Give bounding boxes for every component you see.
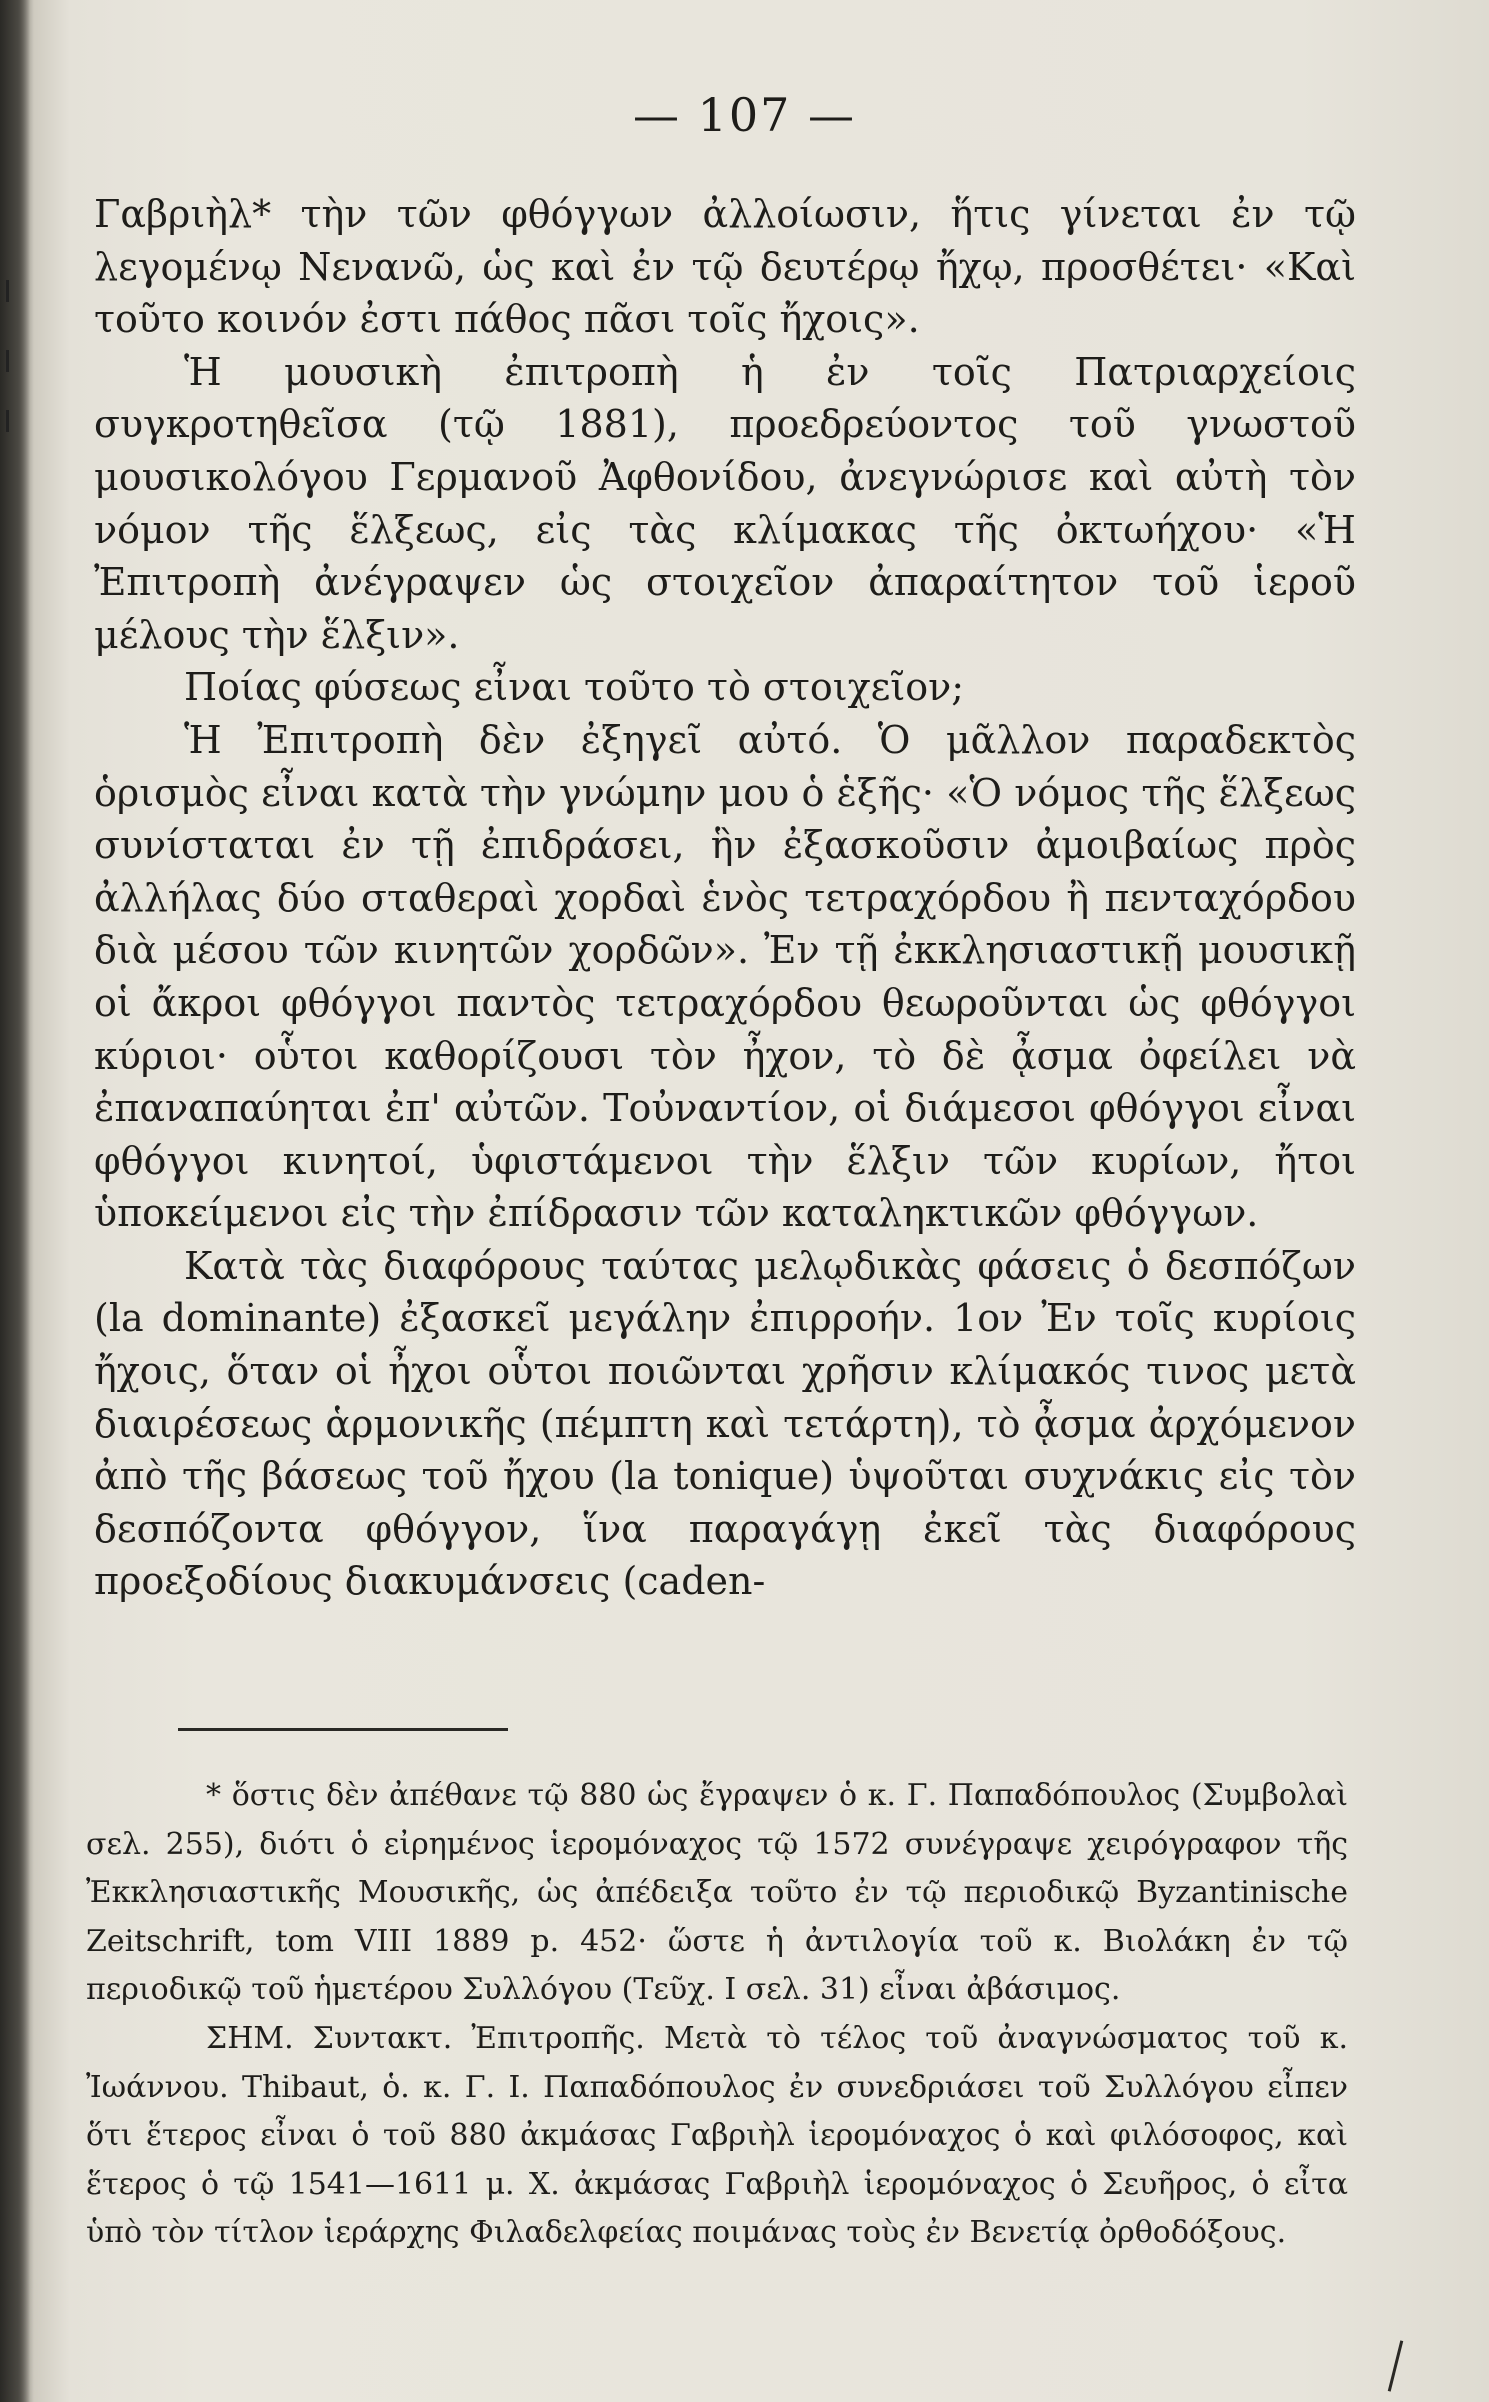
main-text <box>94 188 1356 1608</box>
paragraph: Κατὰ τὰς διαφόρους ταύτας μελῳδικὰς φάσεις ὁ δεσπόζων (la dominante) ἐξασκεῖ μεγάλην ἐπιρροήν. 1ον Ἐν τοῖς κυρίοις ἤχοις, ὅταν οἱ ἦχοι οὗτοι ποιῶνται χρῆσιν κλίμακός τινος μετὰ διαιρέσεως ἁρμονικῆς (πέμπτη καὶ τετάρτη), τὸ ᾆσμα ἀρχόμενον ἀπὸ τῆς βάσεως τοῦ ἤχου (la tonique) ὑψοῦται συχνάκις εἰς τὸν δεσπόζοντα φθόγγον, ἵνα παραγάγῃ ἐκεῖ τὰς διαφόρους προεξοδίους διακυμάνσεις (caden- <box>94 1243 1356 1604</box>
footnotes <box>86 1772 1348 2258</box>
paragraph: Ἡ Ἐπιτροπὴ δὲν ἐξηγεῖ αὐτό. Ὁ μᾶλλον παραδεκτὸς ὁρισμὸς εἶναι κατὰ τὴν γνώμην μου ὁ ἑξῆς· «Ὁ νόμος τῆς ἕλξεως συνίσταται ἐν τῇ ἐπιδράσει, ἣν ἐξασκοῦσιν ἀμοιβαίως πρὸς ἀλλήλας δύο σταθεραὶ χορδαὶ ἑνὸς τετραχόρδου ἢ πενταχόρδου διὰ μέσου τῶν κινητῶν χορδῶν». Ἐν τῇ ἐκκλησιαστικῇ μουσικῇ οἱ ἄκροι φθόγγοι παντὸς τετραχόρδου θεωροῦνται ὡς φθόγγοι κύριοι· οὗτοι καθορίζουσι τὸν ἦχον, τὸ δὲ ᾆσμα ὀφείλει νὰ ἐπαναπαύηται ἐπ' αὐτῶν. Τοὐναντίον, οἱ διάμεσοι φθόγγοι εἶναι φθόγγοι κινητοί, ὑφιστάμενοι τὴν ἕλξιν τῶν κυρίων, ἤτοι ὑποκείμενοι εἰς τὴν ἐπίδρασιν τῶν καταληκτικῶν φθόγγων. <box>94 717 1356 1236</box>
paragraph: Γαβριὴλ* τὴν τῶν φθόγγων ἀλλοίωσιν, ἥτις γίνεται ἐν τῷ λεγομένῳ Νενανῶ, ὡς καὶ ἐν τῷ δευτέρῳ ἤχῳ, προσθέτει· «Καὶ τοῦτο κοινόν ἐστι πάθος πᾶσι τοῖς ἤχοις». <box>94 192 1356 342</box>
book-binding-edge <box>0 0 30 2402</box>
footnote-rule <box>178 1728 508 1731</box>
pencil-mark <box>1388 2340 1403 2391</box>
paragraph: Ἡ μουσικὴ ἐπιτροπὴ ἡ ἐν τοῖς Πατριαρχείοις συγκροτηθεῖσα (τῷ 1881), προεδρεύοντος τοῦ γνωστοῦ μουσικολόγου Γερμανοῦ Ἀφθονίδου, ἀνεγνώρισε καὶ αὐτὴ τὸν νόμον τῆς ἕλξεως, εἰς τὰς κλίμακας τῆς ὀκτωήχου· «Ἡ Ἐπιτροπὴ ἀνέγραψεν ὡς στοιχεῖον ἀπαραίτητον τοῦ ἱεροῦ μέλους τὴν ἕλξιν». <box>94 349 1356 657</box>
page-number: — 107 — <box>632 88 857 142</box>
margin-mark <box>6 280 9 302</box>
paragraph: Ποίας φύσεως εἶναι τοῦτο τὸ στοιχεῖον; <box>184 665 965 710</box>
editor-note: ΣΗΜ. Συντακτ. Ἐπιτροπῆς. Μετὰ τὸ τέλος τοῦ ἀναγνώσματος τοῦ κ. Ἰωάννου. Thibaut, ὁ. κ. Γ. Ι. Παπαδόπουλος ἐν συνεδριάσει τοῦ Συλλόγου εἶπεν ὅτι ἕτερος εἶναι ὁ τοῦ 880 ἀκμάσας Γαβριὴλ ἱερομόναχος ὁ καὶ φιλόσοφος, καὶ ἕτερος ὁ τῷ 1541—1611 μ. Χ. ἀκμάσας Γαβριὴλ ἱερομόναχος ὁ Σευῆρος, ὁ εἶτα ὑπὸ τὸν τίτλον ἱεράρχης Φιλαδελφείας ποιμάνας τοὺς ἐν Βενετίᾳ ὀρθοδόξους. <box>86 2020 1348 2251</box>
margin-mark <box>6 410 9 432</box>
margin-mark <box>6 350 9 372</box>
footnote: * ὅστις δὲν ἀπέθανε τῷ 880 ὡς ἔγραψεν ὁ κ. Γ. Παπαδόπουλος (Συμβολαὶ σελ. 255), διότι ὁ εἰρημένος ἱερομόναχος τῷ 1572 συνέγραψε χειρόγραφον τῆς Ἐκκλησιαστικῆς Μουσικῆς, ὡς ἀπέδειξα τοῦτο ἐν τῷ περιοδικῷ Byzantinische Zeitschrift, tom VIII 1889 p. 452· ὥστε ἡ ἀντιλογία τοῦ κ. Βιολάκη ἐν τῷ περιοδικῷ τοῦ ἡμετέρου Συλλόγου (Τεῦχ. I σελ. 31) εἶναι ἀβάσιμος. <box>86 1778 1348 2008</box>
